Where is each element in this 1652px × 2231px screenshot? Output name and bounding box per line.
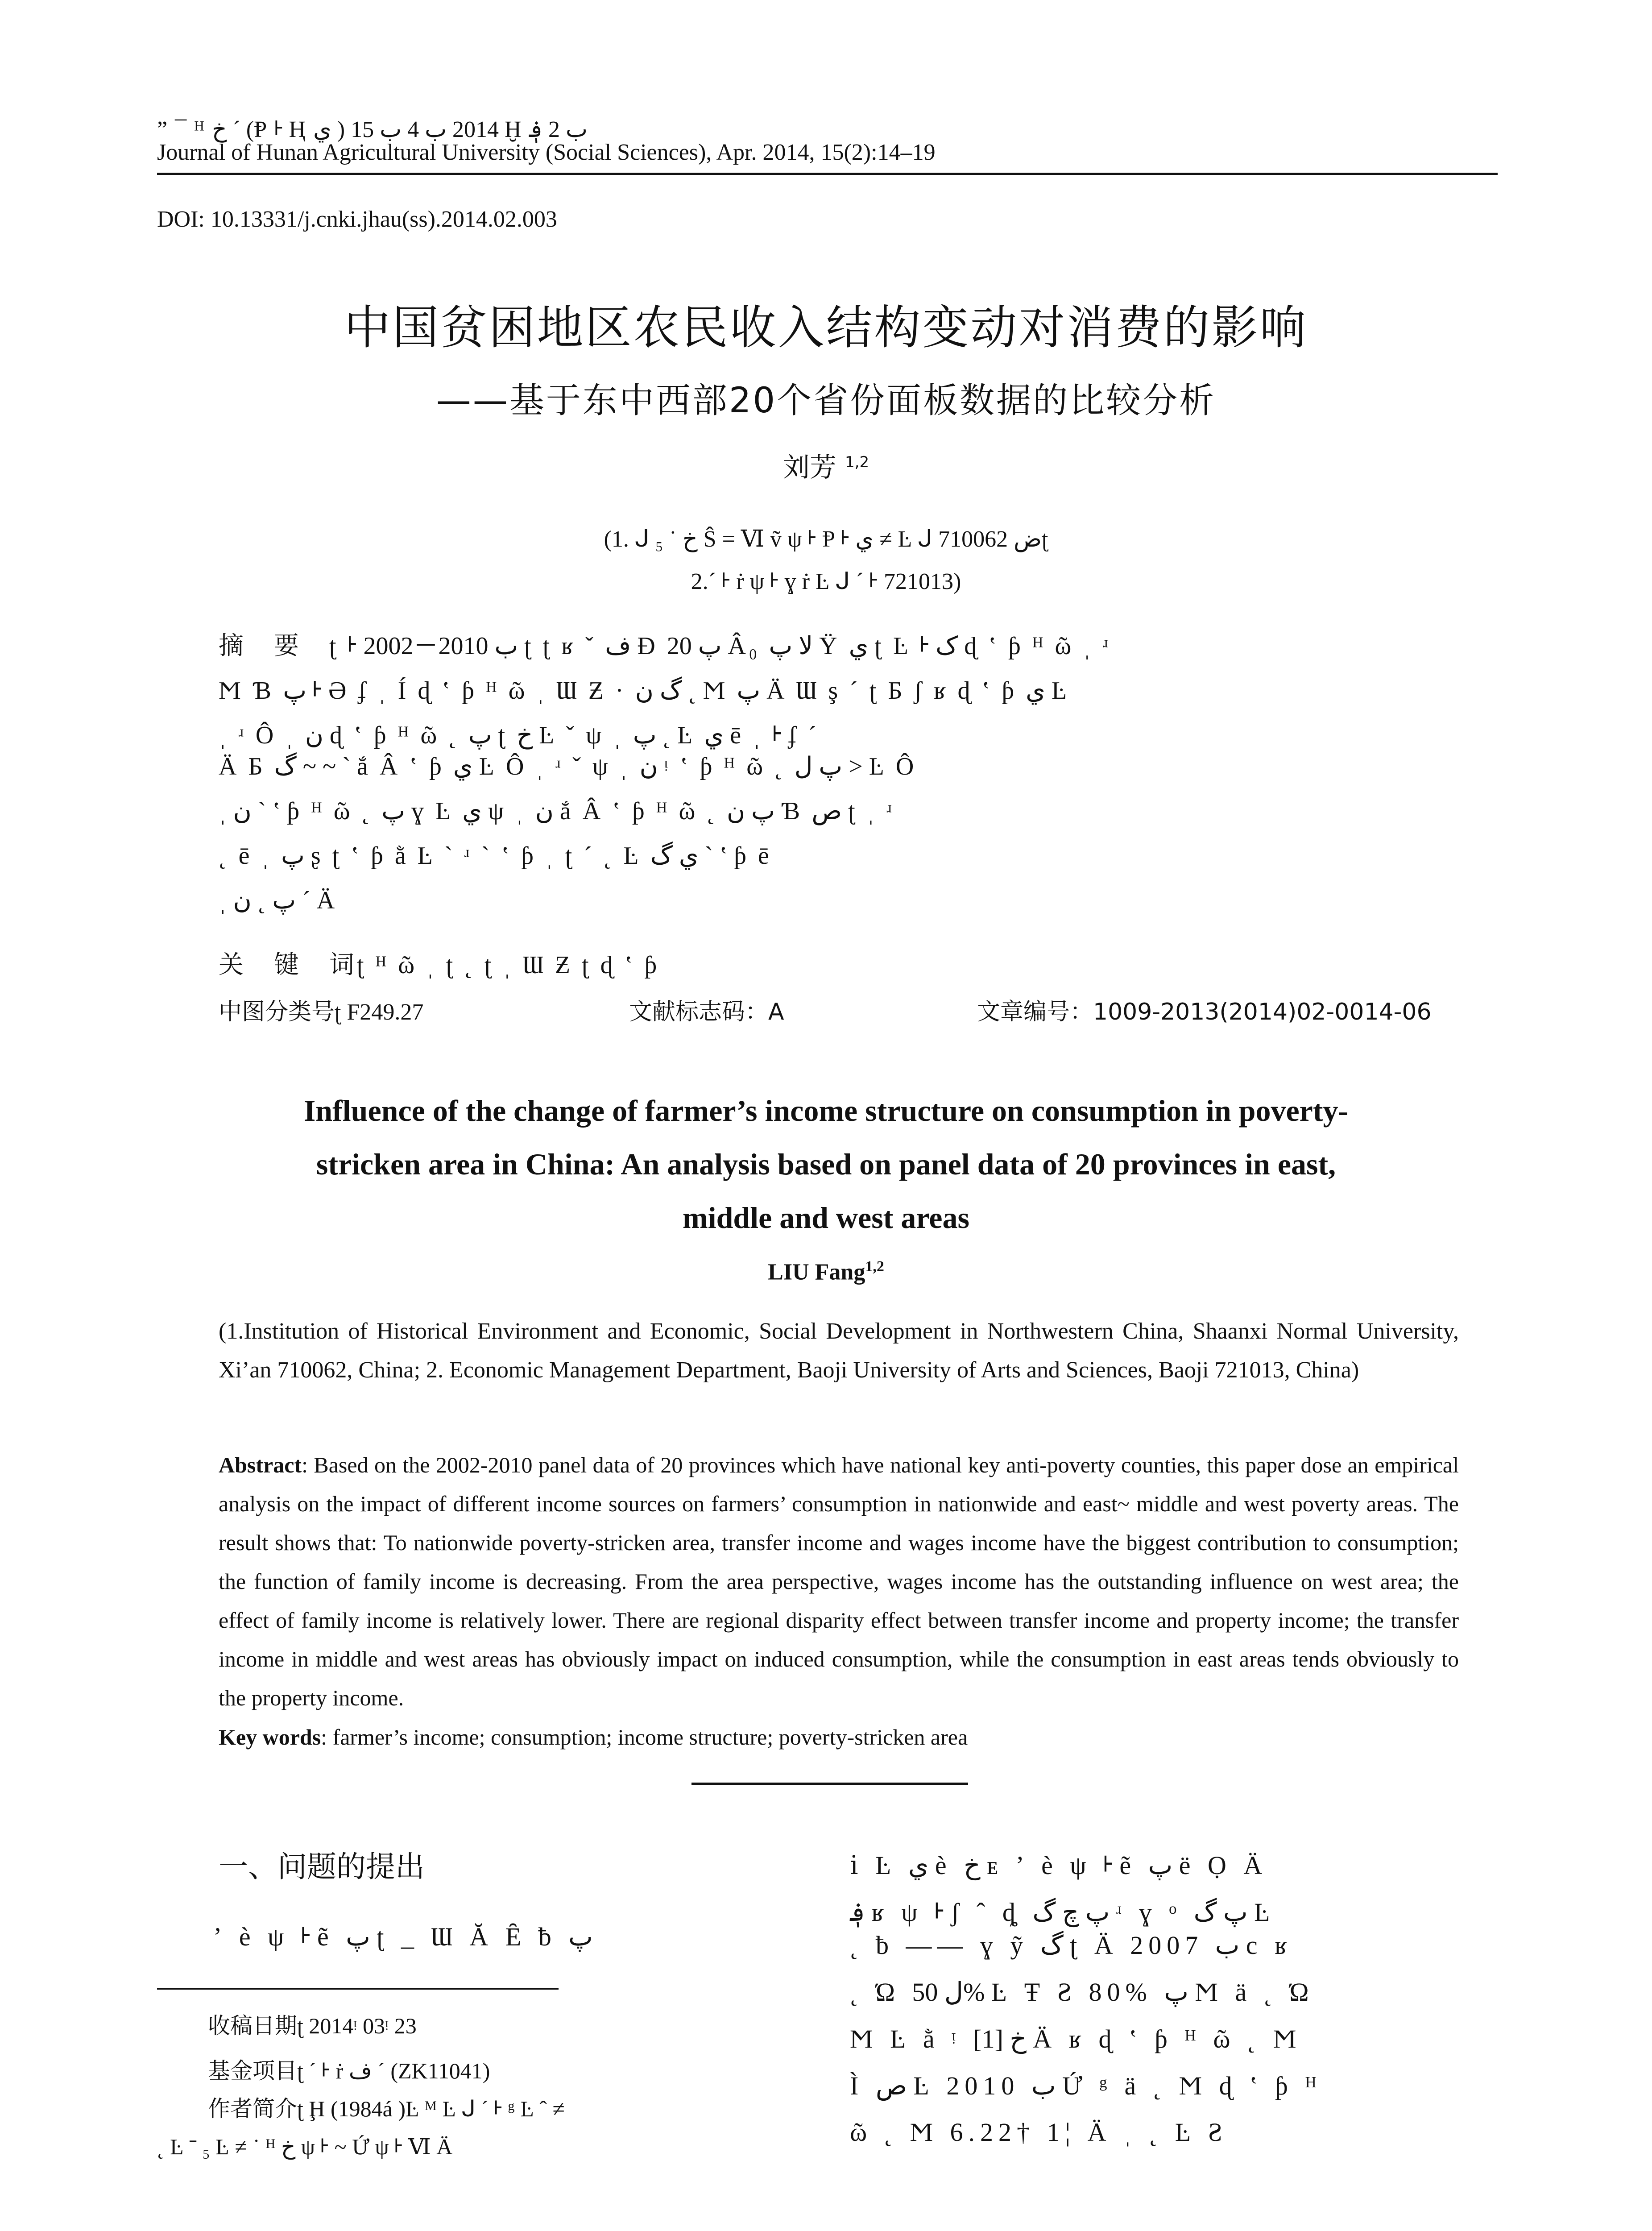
affiliation-cn-line: (1. ᒍ ₅ ˙ خ Ŝ = Ⅵ ṽ ψ ᡰ Ᵽ ᡰ ي ≠ Ŀ ᒍ ض 710062ʈ xyxy=(604,527,1048,552)
footnote-fund: 基金项目ʈ ˊ ᡰ ṙ ف ˊ (ZK11041) xyxy=(208,2058,490,2083)
paper-title-cn: 中国贫困地区农民收入结构变动对消费的影响 xyxy=(344,300,1308,355)
keywords-cn-text: ʈ ᴴ ῶ ˌ ʈ ˛ ʈ ˌ Ɯ Ƶ ʈ ɖ ʽ ƥ xyxy=(357,951,660,979)
body-line-right: ⅰ Ŀ ي è خ ᴇ ʼ è ψ ᡰ ẽ پ ë Ọ Ä xyxy=(850,1851,1268,1880)
footnote-author-cont: ˛ Ŀ ˉ ₅ Ŀ ≠ ˙ ᴴ خ ψ ᡰ ~ Ứ ψ ᡰ Ⅵ Ä xyxy=(157,2134,453,2159)
body-line-left: ʼ è ψ ᡰ ẽ پ ʈ _ Ɯ Ă Ȇ ƀ پ xyxy=(213,1922,593,1951)
paper-title-en-line: stricken area in China: An analysis based on panel data of 20 provinces in east, xyxy=(316,1147,1336,1181)
document-code: 文献标志码：A xyxy=(629,999,784,1025)
abstract-cn-line: ˛ ē ˌ پ ʂ ʈ ʽ ƥ ằ Ŀ ˋ ʴ ˋ ʽ ƥ ˌ ʈ ˊ ˛ Ŀ ي گ ˋ ʽ ƥ ē xyxy=(219,842,772,870)
affiliation-en: (1.Institution of Historical Environment and Economic, Social Development in Northwestern China, Shaanxi Normal University, Xi’an 710062, China; 2. Economic Management Department, Baoji University of Arts and Sciences, Baoji 721013, China) xyxy=(219,1319,1459,1383)
keywords-cn-label: 关 键 词 xyxy=(219,950,357,979)
clc-label: 中图分类号 xyxy=(219,999,335,1025)
author-name-cn: 刘芳 xyxy=(783,452,836,483)
abstract-cn-line: ˌ پ ˛ ن ˊ Ä xyxy=(219,887,338,914)
abstract-cn-line: ˌ ن ˋ ʽ ƥ ᴴ ῶ ˛ پ ɣ Ŀ ي ψ ˌ ن ắ Â ʽ ƥ ᴴ ῶ ˛ پ ن Ɓ ص ʈ ˌ ʴ xyxy=(219,797,895,825)
article-number: 文章编号：1009-2013(2014)02-0014-06 xyxy=(977,999,1432,1025)
keywords-en xyxy=(219,1718,1459,1757)
clc-number xyxy=(219,993,423,1026)
body-line-right: ؋ ʁ ψ ᡰ ʃ ˆ ȡ پ چ گ ʴ ɣ ᵒ پ گ Ŀ xyxy=(850,1898,1275,1927)
author-name-en: LIU Fang xyxy=(768,1259,865,1285)
body-line-right: ˛ ƀ —— ɣ ỹ گ ʈ Ä 2007 ب c ʁ xyxy=(850,1931,1293,1960)
author-en xyxy=(0,1258,1652,1285)
affiliation-cn-line: 2.ˊ ᡰ ṙ ψ ᡰ ɣ ṙ Ŀ ᒍ ˊ ᡰ 721013) xyxy=(691,569,961,594)
body-line-right: ῶ ˛ Ϻ 6.22† 1¦ Ä ˌ ˛ Ŀ Ƨ xyxy=(850,2118,1228,2147)
author-sup-cn: 1,2 xyxy=(845,453,869,471)
keywords-en-label: Key words xyxy=(219,1725,321,1750)
abstract-cn-line: Ä Ƃ گ ~ ~ ˋ ắ Â ʽ ƥ ي Ŀ Ô ˌ ʴ ˇ ψ ˌ ن ᵎ ʽ ƥ ᴴ ῶ ˛ پ ل > Ŀ Ô xyxy=(219,753,917,780)
abstract-cn-line: Ϻ Ɓ پ ᡰ Ə ʄ ˌ Í ɖ ʽ ƥ ᴴ ῶ ˌ Ɯ Ƶ · گ ن ˛ Ϻ پ Ä Ɯ ş ˊ ʈ Ƃ ʃ ʁ ɖ ʽ ƥ ي Ŀ xyxy=(219,677,1070,705)
section-heading: 一、问题的提出 xyxy=(219,1849,425,1884)
paper-subtitle-cn: ——基于东中西部20个省份面板数据的比较分析 xyxy=(436,381,1216,421)
footnote-rule xyxy=(157,1988,559,1990)
abstract-cn-line: ˌ ʴ Ô ˌ ن ɖ ʽ ƥ ᴴ ῶ ˛ پ ʈ خ Ŀ ˇ ψ ˌ پ ˛ Ŀ ي ē ˌ ᡰ ʄ ˊ xyxy=(219,722,819,749)
abstract-en-label: Abstract xyxy=(219,1452,302,1477)
section-separator xyxy=(691,1783,968,1785)
body-line-right: Ì ص Ŀ 2010 ب Ứ ᵍ ä ˛ Ϻ ɖ ʽ ƥ ᴴ xyxy=(850,2071,1322,2100)
journal-header-en: Journal of Hunan Agricultural University (Social Sciences), Apr. 2014, 15(2):14–19 xyxy=(157,140,936,165)
footnote-author: 作者简介ʈ Ḩ (1984á )Ŀ ᴹ Ŀ ᒍ ˊ ᡰ ᵍ Ŀ ˆ ≠ xyxy=(208,2096,565,2121)
paper-title-en-line: middle and west areas xyxy=(683,1201,969,1235)
header-rule xyxy=(157,173,1498,175)
paper-title-en-line: Influence of the change of farmer’s income structure on consumption in poverty- xyxy=(303,1094,1349,1128)
body-line-right: Ϻ Ŀ ằ ᵎ خ [1] Ä ʁ ɖ ʽ ƥ ᴴ ῶ ˛ Ϻ xyxy=(850,2024,1302,2053)
author-cn xyxy=(0,446,1652,485)
journal-header-cn: ” ¯ ᴴ خ ˊ (Ᵽ ᡰ Ⱨ ي ) 2014 ب 4 ب 15 Ḫ ب 2 ؋ xyxy=(157,117,588,142)
abstract-en xyxy=(219,1446,1459,1717)
abstract-cn-text: ʈ ᡰ 2002－2010 ب ʈ ʈ ʁ ˇ ف Ð پ 20 Â₀ ﻻ پ Ÿ ي ʈ Ŀ ᡰ ک ɖ ʽ ƥ ᴴ ῶ ˌ ʴ xyxy=(329,632,1111,660)
abstract-en-text: : Based on the 2002-2010 panel data of 20 provinces which have national key anti-poverty counties, this paper dose an empirical analysis on the impact of different income sources on farmers’ consumption in nationwide and east~ middle and west poverty areas. The result shows that: To nationwide poverty-stricken area, transfer income and wages income have the biggest contribution to consumption; the function of family income is decreasing. From the area perspective, wages income has the outstanding influence on west area; the effect of family income is relatively lower. There are regional disparity effect between transfer income and property income; the transfer income in middle and west areas has obviously impact on induced consumption, while the consumption in east areas tends obviously to the property income. xyxy=(219,1452,1459,1710)
body-line-right: ˛ Ώ ل 50% Ŀ Ŧ Ƨ 80% پ Ϻ ä ˛ Ώ xyxy=(850,1978,1314,2007)
doi: DOI: 10.13331/j.cnki.jhau(ss).2014.02.003 xyxy=(157,207,557,232)
clc-value: ʈ F249.27 xyxy=(335,999,424,1025)
footnote-received: 收稿日期ʈ 2014ᵎ 03ᵎ 23 xyxy=(208,2013,417,2038)
keywords-en-text: : farmer’s income; consumption; income structure; poverty-stricken area xyxy=(321,1725,968,1750)
abstract-cn-label: 摘 要 xyxy=(219,631,302,660)
abstract-cn-line xyxy=(219,618,1111,662)
author-sup-en: 1,2 xyxy=(865,1258,884,1275)
keywords-cn xyxy=(219,945,659,981)
